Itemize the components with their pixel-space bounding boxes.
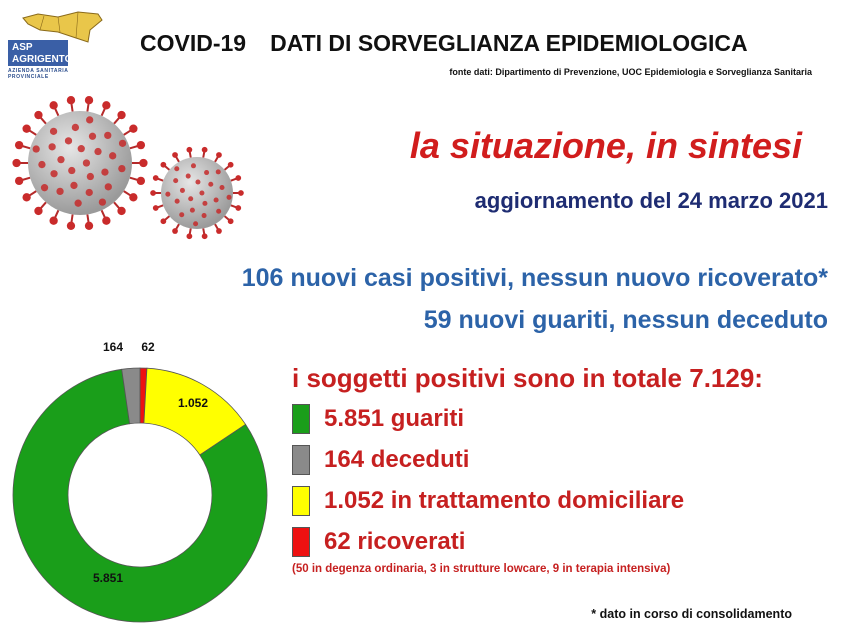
headline: la situazione, in sintesi — [409, 125, 802, 166]
legend-item-ricoverati — [292, 525, 465, 559]
update-date: aggiornamento del 24 marzo 2021 — [474, 188, 828, 213]
logo-badge — [8, 40, 73, 66]
legend-item-domiciliare — [292, 484, 684, 518]
legend-swatch-ricoverati — [292, 527, 310, 557]
data-label-deceduti: 164 — [102, 340, 124, 354]
legend-label-ricoverati: 62 ricoverati — [324, 528, 466, 555]
donut-chart — [0, 335, 280, 633]
footnote: * dato in corso di consolidamento — [591, 607, 792, 621]
legend-swatch-deceduti — [292, 445, 310, 475]
data-label-guariti: 5.851 — [92, 571, 124, 585]
totals-heading: i soggetti positivi sono in totale 7.129: — [292, 363, 763, 393]
legend-label-domiciliare: 1.052 in trattamento domiciliare — [324, 487, 685, 514]
legend-label-guariti: 5.851 guariti — [324, 405, 465, 432]
data-source: fonte dati: Dipartimento di Prevenzione, UOC Epidemiologia e Sorveglianza Sanitaria — [449, 67, 812, 77]
logo-subtitle: AZIENDA SANITARIA PROVINCIALE — [8, 68, 69, 80]
data-label-ricoverati: 62 — [141, 340, 155, 354]
legend-item-guariti — [292, 402, 464, 436]
legend-item-deceduti — [292, 443, 469, 477]
asp-logo — [8, 8, 110, 80]
page-title — [140, 30, 748, 57]
data-label-domiciliare: 1.052 — [177, 396, 209, 410]
legend-swatch-domiciliare — [292, 486, 310, 516]
summary-new-cases: 106 nuovi casi positivi, nessun nuovo ricoverato* — [241, 264, 828, 292]
title-covid: COVID-19 — [140, 30, 247, 56]
legend-swatch-guariti — [292, 404, 310, 434]
legend-label-deceduti: 164 deceduti — [324, 446, 470, 473]
summary-recovered: 59 nuovi guariti, nessun deceduto — [423, 306, 828, 334]
logo-text-agrigento: AGRIGENTO — [12, 54, 73, 65]
logo-text-asp: ASP — [12, 42, 33, 53]
coronavirus-icon — [10, 88, 250, 248]
hospital-note: (50 in degenza ordinaria, 3 in strutture lowcare, 9 in terapia intensiva) — [292, 563, 671, 575]
title-surveillance: DATI DI SORVEGLIANZA EPIDEMIOLOGICA — [270, 30, 748, 56]
